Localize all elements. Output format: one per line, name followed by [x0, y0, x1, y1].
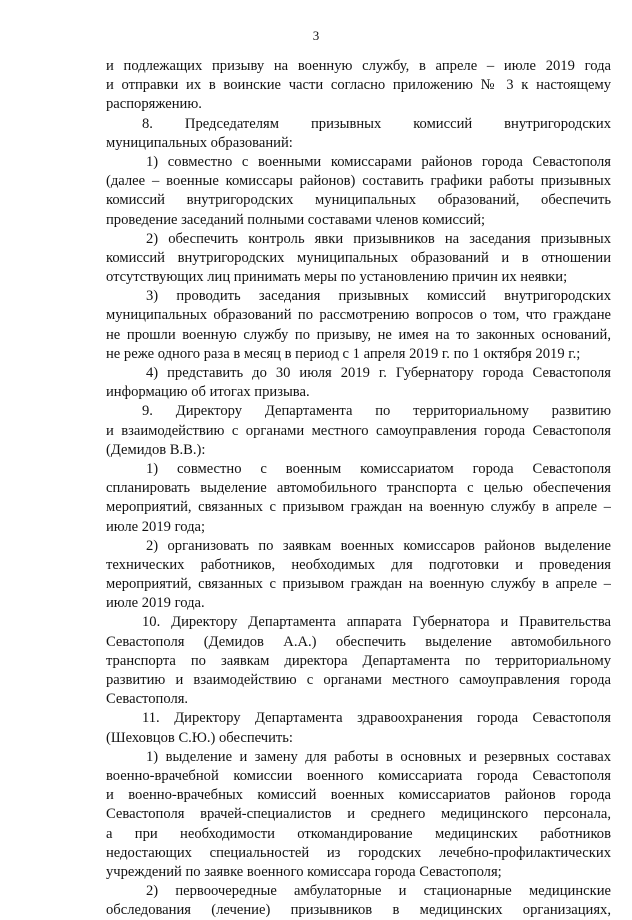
text-line: комиссий внутригородских муниципальных образований, обеспечить [106, 192, 611, 209]
text-line: не прошли военную службу по призыву, не имея на то законных оснований, [106, 326, 611, 343]
text-line: и отправки их в воинские части согласно приложению № 3 к настоящему [106, 77, 611, 94]
text-line: (Демидов В.В.): [106, 441, 206, 458]
text-line: спланировать выделение автомобильного транспорта с целью обеспечения [106, 480, 611, 497]
page-number: 3 [312, 28, 320, 43]
text-line: 1) совместно с военным комиссариатом города Севастополя [146, 460, 611, 477]
text-line: транспорта по заявкам директора Департамента по территориальному [106, 652, 611, 669]
text-line: проведение заседаний полными составами членов комиссий; [106, 211, 486, 228]
text-line: 11. Директору Департамента здравоохранения города Севастополя [142, 710, 611, 727]
text-line: 3) проводить заседания призывных комиссий внутригородских [146, 288, 611, 305]
text-line: 2) первоочередные амбулаторные и стационарные медицинские [146, 883, 611, 900]
text-line: (Шеховцов С.Ю.) обеспечить: [106, 729, 293, 746]
text-line: июле 2019 года. [106, 595, 205, 612]
text-line: 9. Директору Департамента по территориальному развитию [142, 403, 611, 420]
text-line: технических работников, необходимых для подготовки и проведения [106, 556, 611, 573]
text-line: развитию и взаимодействию с органами местного самоуправления города [106, 672, 611, 688]
text-line: муниципальных образований по рассмотрению вопросов о том, что граждане [106, 307, 611, 324]
text-line: 1) совместно с военными комиссарами районов города Севастополя [146, 153, 611, 170]
text-line: и взаимодействию с органами местного самоуправления города Севастополя [106, 422, 611, 439]
text-line: военно-врачебной комиссии военного комиссариата города Севастополя [106, 767, 611, 784]
text-line: обследования (лечение) призывников в медицинских организациях, [106, 902, 611, 919]
text-line: недостающих специальностей из городских лечебно-профилактических [106, 844, 611, 861]
text-line: 10. Директору Департамента аппарата Губернатора и Правительства [142, 614, 611, 631]
text-line: и подлежащих призыву на военную службу, в апреле – июле 2019 года [106, 58, 611, 74]
text-line: информацию об итогах призыва. [106, 384, 310, 401]
text-line: не реже одного раза в месяц в период с 1 апреля 2019 г. по 1 октября 2019 г.; [106, 345, 581, 362]
text-line: 4) представить до 30 июля 2019 г. Губернатору города Севастополя [146, 365, 611, 381]
text-line: мероприятий, связанных с призывом граждан на военную службу в апреле – [106, 576, 611, 593]
text-line: муниципальных образований: [106, 134, 293, 151]
document-body [106, 57, 611, 920]
text-line: отсутствующих лиц принимать меры по установлению причин их неявки; [106, 269, 568, 286]
text-line: Севастополя врачей-специалистов и среднего медицинского персонала, [106, 806, 611, 823]
text-line: июле 2019 года; [106, 518, 206, 535]
text-line: (далее – военные комиссары районов) составить графики работы призывных [106, 173, 611, 190]
text-line: 2) обеспечить контроль явки призывников на заседания призывных [146, 230, 611, 247]
text-line: комиссий внутригородских муниципальных образований и в отношении [106, 249, 611, 266]
text-line: а при необходимости откомандирование медицинских работников [106, 825, 611, 842]
text-line: 1) выделение и замену для работы в основных и резервных составах [146, 748, 611, 765]
text-line: распоряжению. [106, 96, 202, 113]
text-line: и военно-врачебных комиссий военных комиссариатов районов города [106, 787, 611, 804]
text-line: мероприятий, связанных с призывом граждан на военную службу в апреле – [106, 499, 611, 516]
text-line: Севастополя. [106, 691, 189, 708]
text-line: 8. Председателям призывных комиссий внутригородских [142, 115, 611, 132]
text-line: учреждений по заявке военного комиссара города Севастополя; [106, 863, 502, 880]
text-line: Севастополя (Демидов А.А.) обеспечить выделение автомобильного [106, 633, 611, 650]
text-line: 2) организовать по заявкам военных комиссаров районов выделение [146, 537, 611, 554]
